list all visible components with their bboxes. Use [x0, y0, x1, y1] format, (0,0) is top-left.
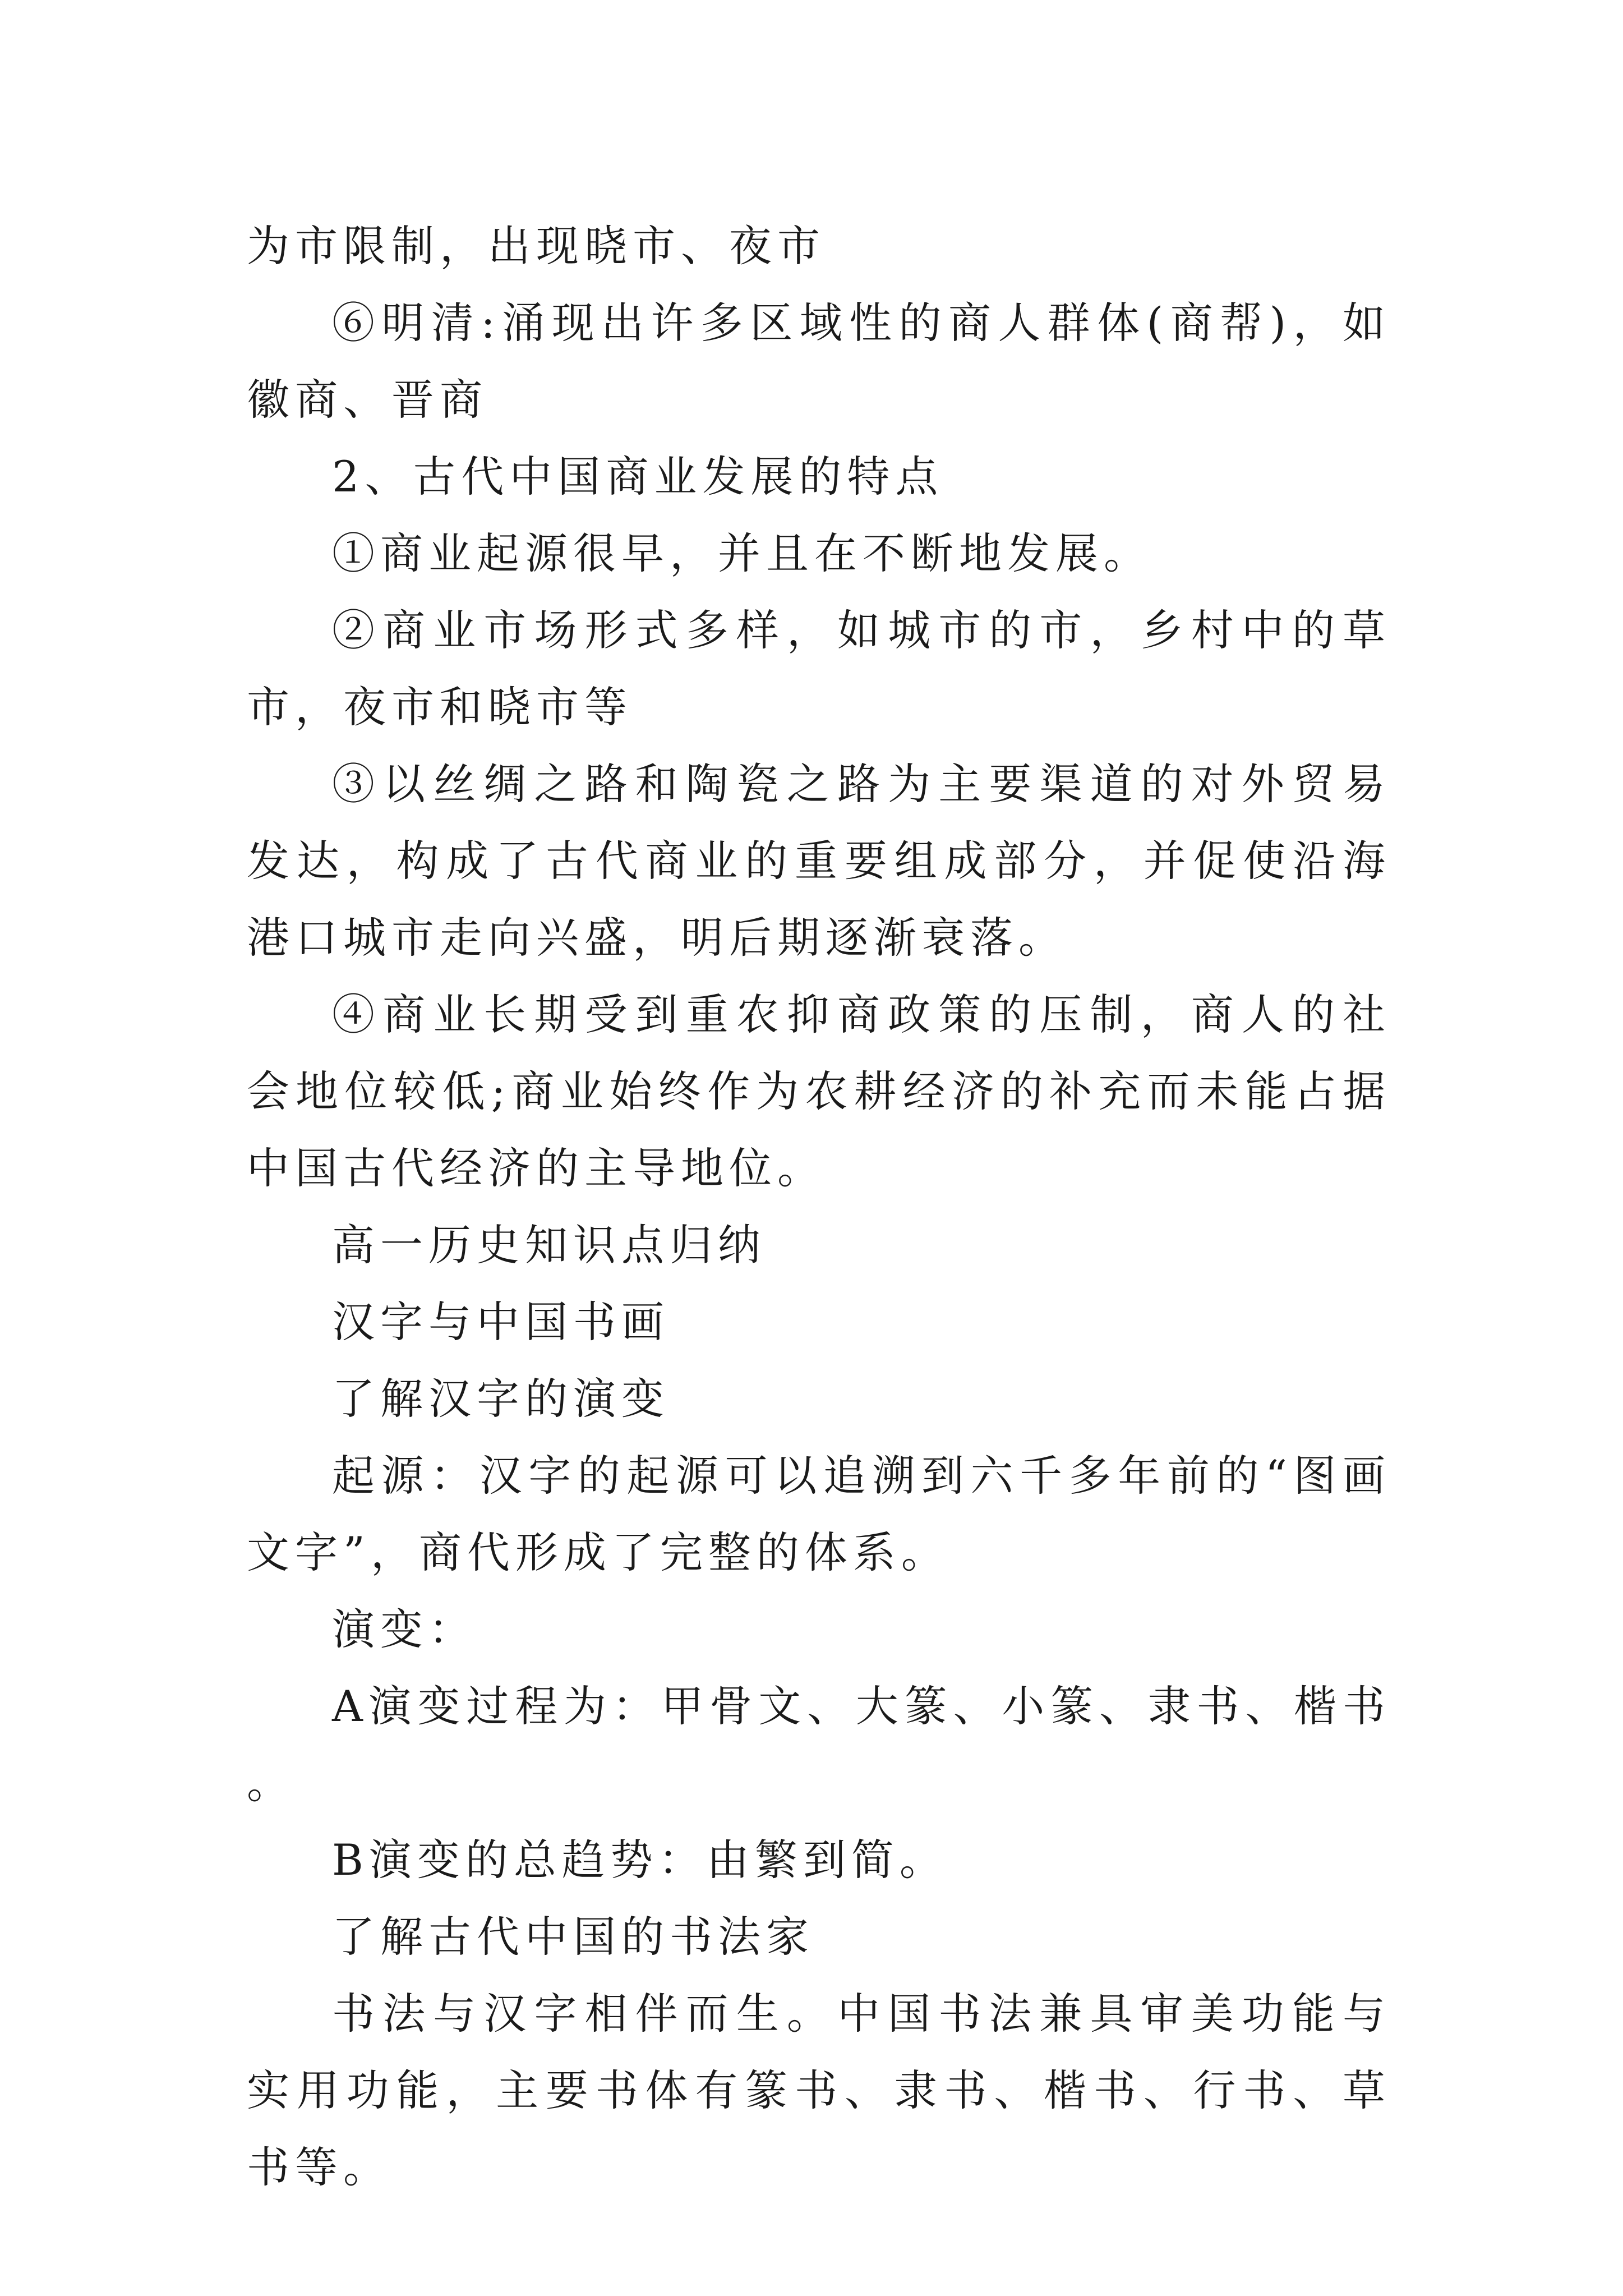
document-body	[247, 208, 1391, 2206]
paragraph: ④商业长期受到重农抑商政策的压制，商人的社会地位较低;商业始终作为农耕经济的补充而未能占据中国古代经济的主导地位。	[247, 990, 1391, 1193]
paragraph: 书法与汉字相伴而生。中国书法兼具审美功能与实用功能，主要书体有篆书、隶书、楷书、行书、草书等。	[247, 1989, 1391, 2192]
subheading: 了解汉字的演变	[332, 1374, 670, 1424]
paragraph: 演变：	[332, 1604, 477, 1654]
section-heading: 2、古代中国商业发展的特点	[332, 452, 944, 501]
paragraph: B演变的总趋势：由繁到简。	[332, 1835, 948, 1885]
paragraph: ⑥明清:涌现出许多区域性的商人群体(商帮)，如徽商、晋商	[247, 298, 1391, 425]
section-heading: 汉字与中国书画	[332, 1297, 670, 1347]
paragraph: 起源：汉字的起源可以追溯到六千多年前的“图画文字”，商代形成了完整的体系。	[247, 1451, 1391, 1577]
paragraph: ③以丝绸之路和陶瓷之路为主要渠道的对外贸易发达，构成了古代商业的重要组成部分，并促使沿海港口城市走向兴盛，明后期逐渐衰落。	[247, 759, 1391, 963]
subheading: 了解古代中国的书法家	[332, 1912, 814, 1962]
paragraph: ②商业市场形式多样，如城市的市，乡村中的草市，夜市和晓市等	[247, 605, 1391, 732]
paragraph: 为市限制，出现晓市、夜市	[247, 221, 826, 271]
paragraph: ①商业起源很早，并且在不断地发展。	[332, 528, 1152, 578]
section-heading: 高一历史知识点归纳	[332, 1220, 766, 1270]
paragraph: A演变过程为：甲骨文、大篆、小篆、隶书、楷书。	[247, 1681, 1391, 1808]
